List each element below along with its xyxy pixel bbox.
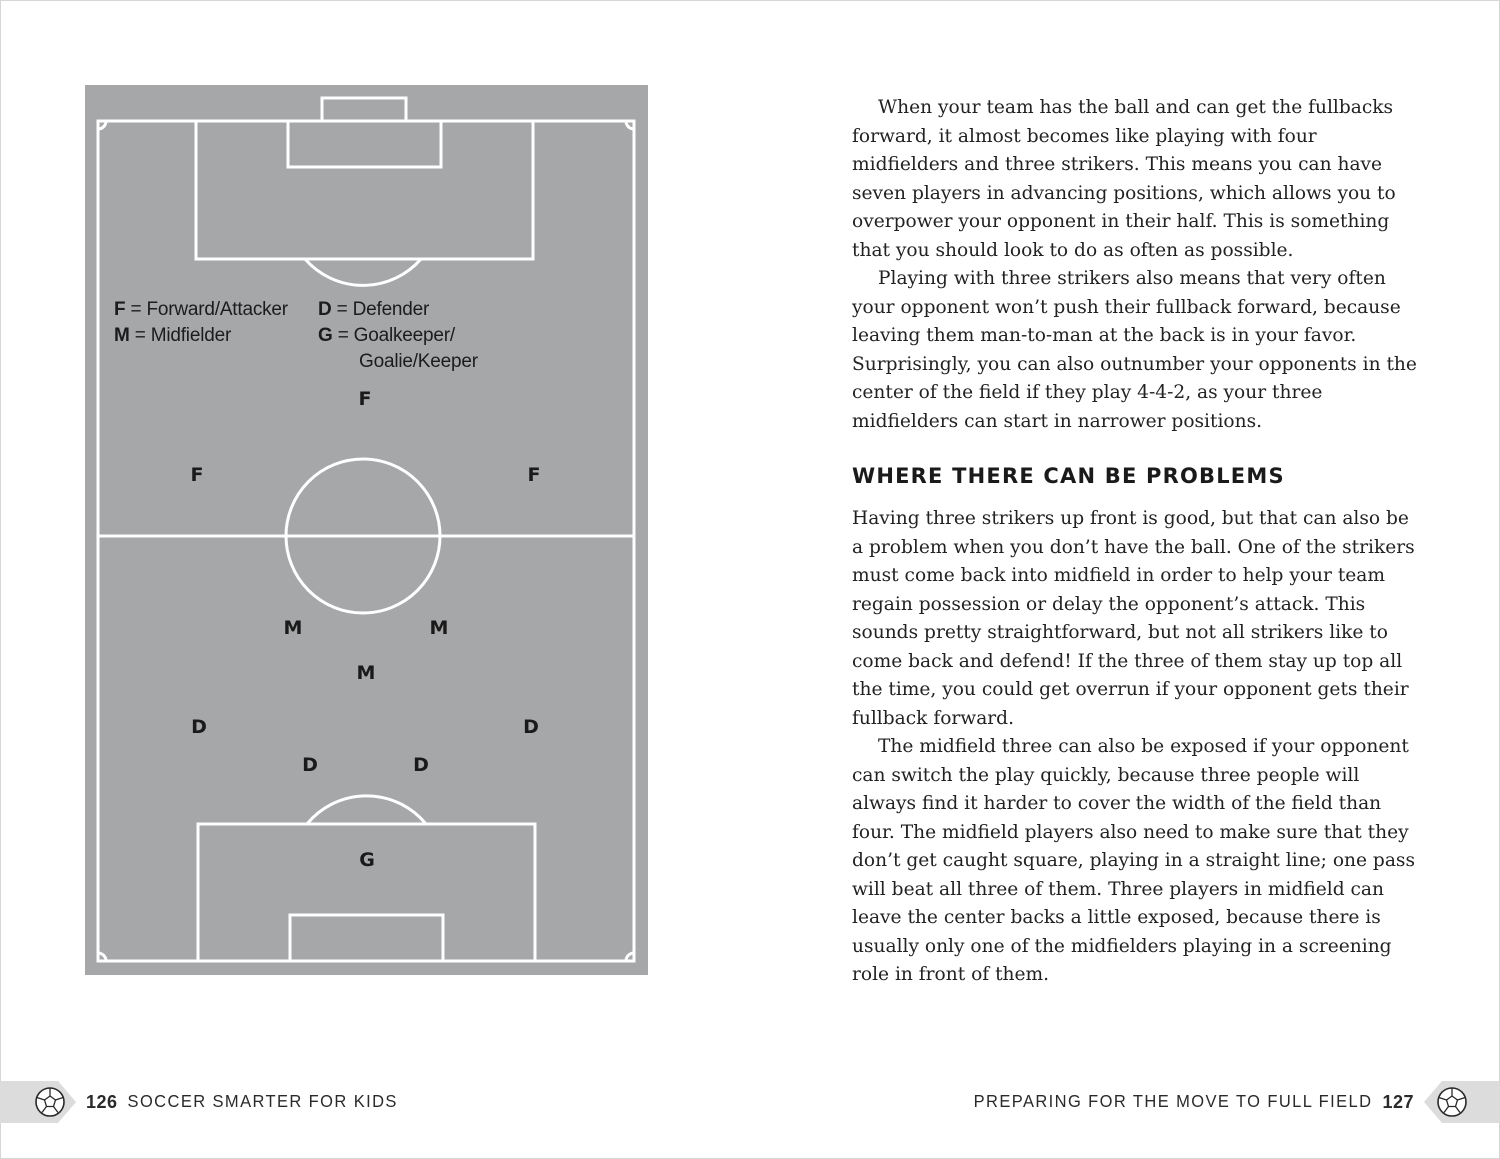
player-defender-left: D [191, 716, 207, 738]
player-goalkeeper: G [359, 849, 375, 871]
legend-goalkeeper: G = Goalkeeper/ [318, 325, 455, 346]
soccer-ball-icon [0, 1081, 76, 1123]
paragraph: Playing with three strikers also means that very often your opponent won’t push their fullback forward, because leaving them man-to-man at the back is in your favor. Surprisingly, you can also outnumber your opponents in the center of the field if they play 4-4-2, as your three midfielders can start in narrower positions. [852, 268, 1417, 432]
paragraph: When your team has the ball and can get the fullbacks forward, it almost becomes like playing with four midfielders and three strikers. This means you can have seven players in advancing positions, which allows you to overpower your opponent in their half. This is something that you should look to do as often as possible. [852, 97, 1396, 261]
player-midfielder-right: M [429, 617, 449, 639]
soccer-ball-icon [1424, 1081, 1500, 1123]
page-number-right: 127 [1382, 1091, 1414, 1112]
legend-forward: F = Forward/Attacker [114, 299, 288, 320]
player-forward-right: F [527, 464, 541, 486]
bottom-goal-box [290, 915, 443, 961]
footer-left [0, 1081, 398, 1123]
field-boundary [98, 121, 634, 961]
section-heading: WHERE THERE CAN BE PROBLEMS [852, 464, 1285, 488]
legend-goalkeeper-alt: Goalie/Keeper [359, 351, 478, 372]
paragraph: The midfield three can also be exposed if your opponent can switch the play quickly, because three people will always find it harder to cover the width of the field than four. The midfield players also need to make sure that they don’t get caught square, playing in a straight line; one pass will beat all three of them. Three players in midfield can leave the center backs a little exposed, because there is usually only one of the midfielders playing in a screening role in front of them. [852, 736, 1416, 985]
paragraph: Having three strikers up front is good, but that can also be a problem when you don’t have the ball. One of the strikers must come back into midfield in order to help your team regain possession or delay the opponent’s attack. This sounds pretty straightforward, but not all strikers like to come back and defend! If the three of them stay up top all the time, you could get overrun if your opponent gets their fullback forward. [852, 508, 1415, 729]
chapter-title: PREPARING FOR THE MOVE TO FULL FIELD [973, 1092, 1373, 1111]
player-forward-center: F [358, 388, 372, 410]
article-text [852, 94, 1417, 990]
legend-midfielder: M = Midfielder [114, 325, 232, 346]
footer-tab-right [1424, 1081, 1500, 1123]
player-midfielder-left: M [283, 617, 303, 639]
legend-defender: D = Defender [318, 299, 430, 320]
player-defender-right: D [523, 716, 539, 738]
soccer-field-diagram [85, 85, 648, 975]
page-number-left: 126 [86, 1091, 118, 1112]
footer-tab-left [0, 1081, 58, 1123]
top-penalty-box [196, 121, 533, 259]
player-midfielder-center: M [356, 662, 376, 684]
player-defender-center-left: D [302, 754, 318, 776]
field-lines [85, 85, 648, 975]
player-defender-center-right: D [413, 754, 429, 776]
bottom-penalty-box [198, 824, 535, 961]
top-goal-box [288, 121, 441, 167]
player-forward-left: F [190, 464, 204, 486]
footer-right [974, 1081, 1500, 1123]
top-penalty-arc [305, 259, 421, 285]
bottom-penalty-arc [307, 796, 426, 824]
book-title: SOCCER SMARTER FOR KIDS [127, 1092, 398, 1111]
top-goal [322, 98, 406, 121]
